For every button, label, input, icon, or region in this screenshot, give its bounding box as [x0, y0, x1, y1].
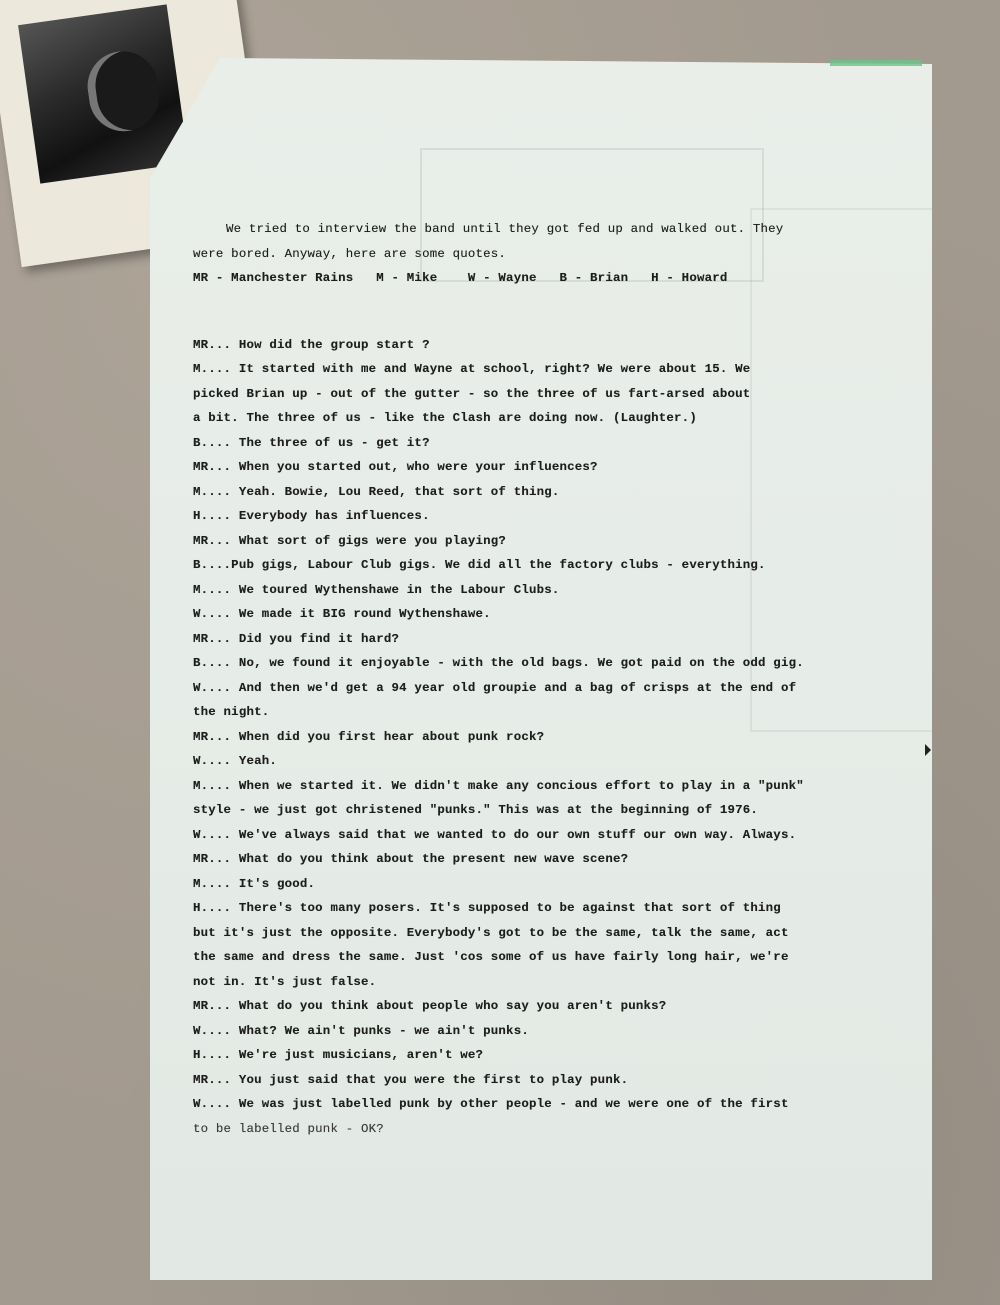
interview-line: style - we just got christened "punks." This was at the beginning of 1976. — [193, 803, 759, 817]
interview-line: picked Brian up - out of the gutter - so the three of us fart-arsed about — [193, 386, 751, 401]
interview-line: to be labelled punk - OK? — [193, 1121, 384, 1136]
interview-line: W.... We made it BIG round Wythenshawe. — [193, 607, 491, 621]
interview-line: W.... We've always said that we wanted to do our own stuff our own way. Always. — [193, 827, 797, 842]
interview-line: MR... Did you find it hard? — [193, 631, 400, 646]
interview-line: B.... No, we found it enjoyable - with the old bags. We got paid on the odd gig. — [193, 656, 804, 670]
interview-line: M.... Yeah. Bowie, Lou Reed, that sort of thing. — [193, 484, 560, 499]
interview-line: the same and dress the same. Just 'cos some of us have fairly long hair, we're — [193, 950, 789, 964]
interview-line: W.... Yeah. — [193, 754, 277, 768]
interview-line: W.... And then we'd get a 94 year old groupie and a bag of crisps at the end of — [193, 680, 797, 695]
interview-line: MR... What do you think about people who say you aren't punks? — [193, 999, 667, 1013]
interview-line: B.... The three of us - get it? — [193, 435, 430, 450]
interview-line: MR... What sort of gigs were you playing? — [193, 533, 507, 548]
interview-text — [193, 217, 843, 1141]
interview-line: H.... We're just musicians, aren't we? — [193, 1048, 484, 1062]
interview-line: M.... It's good. — [193, 876, 316, 891]
interview-line: H.... Everybody has influences. — [193, 509, 430, 523]
interview-line: MR... How did the group start ? — [193, 337, 430, 352]
interview-line: M.... We toured Wythenshawe in the Labour Clubs. — [193, 582, 560, 597]
interview-line: B....Pub gigs, Labour Club gigs. We did all the factory clubs - everything. — [193, 558, 766, 572]
interview-line: not in. It's just false. — [193, 974, 377, 989]
interview-line: MR... When you started out, who were your influences? — [193, 460, 598, 474]
interview-line: W.... We was just labelled punk by other people - and we were one of the first — [193, 1097, 789, 1111]
interview-line: M.... When we started it. We didn't make any concious effort to play in a "punk" — [193, 778, 804, 793]
interview-line: MR... You just said that you were the first to play punk. — [193, 1072, 629, 1087]
interview-line: but it's just the opposite. Everybody's got to be the same, talk the same, act — [193, 925, 789, 940]
interview-line: MR... When did you first hear about punk rock? — [193, 729, 545, 744]
green-page-edge — [830, 60, 922, 66]
interview-line: M.... It started with me and Wayne at school, right? We were about 15. We — [193, 362, 751, 376]
interview-line: a bit. The three of us - like the Clash are doing now. (Laughter.) — [193, 411, 697, 425]
page-edge-mark — [925, 744, 931, 756]
photo-shape — [83, 47, 163, 136]
intro-line: We tried to interview the band until they got fed up and walked out. They — [226, 222, 784, 236]
speaker-key: MR - Manchester Rains M - Mike W - Wayne B - Brian H - Howard — [193, 271, 728, 285]
interview-line: the night. — [193, 705, 270, 719]
interview-line: H.... There's too many posers. It's supposed to be against that sort of thing — [193, 901, 781, 915]
interview-line: MR... What do you think about the present new wave scene? — [193, 852, 629, 866]
intro-line: were bored. Anyway, here are some quotes. — [193, 246, 507, 261]
interview-line: W.... What? We ain't punks - we ain't punks. — [193, 1023, 529, 1038]
